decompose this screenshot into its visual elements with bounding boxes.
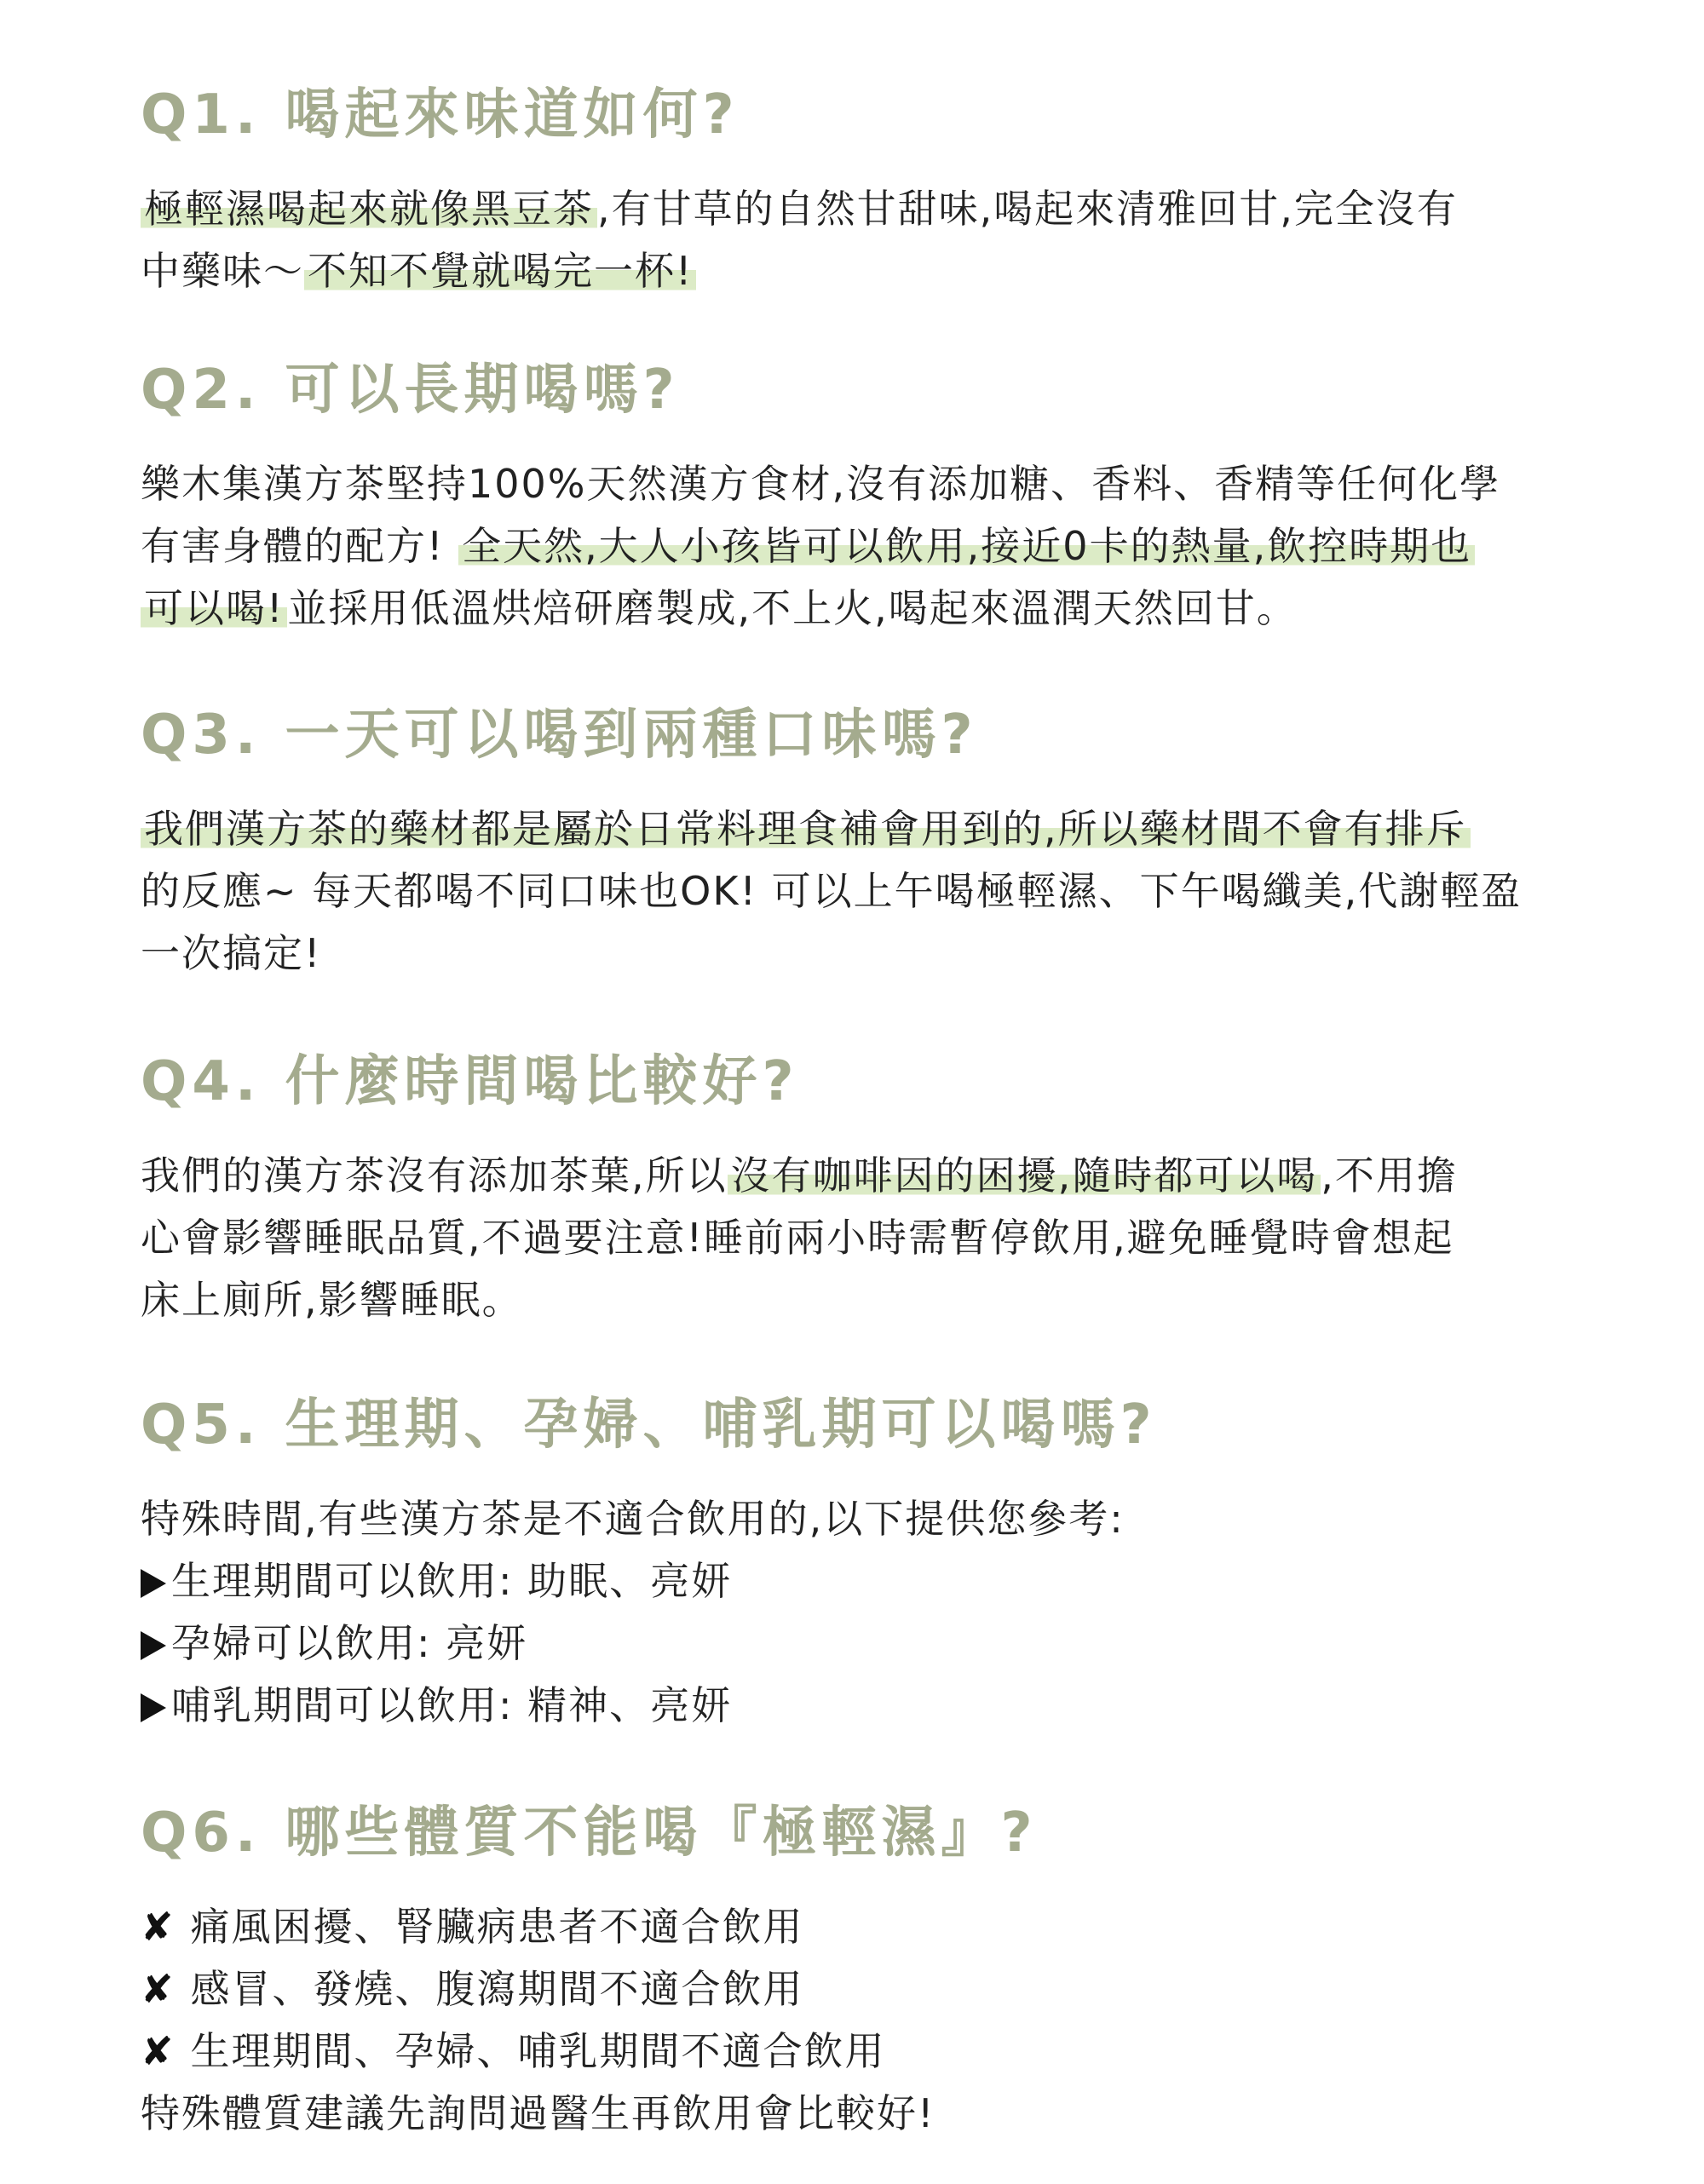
list-item-text: 痛風困擾、腎臟病患者不適合飲用 <box>190 1904 804 1950</box>
answer-line <box>141 1269 1572 1331</box>
question-title: Q5. 生理期、孕婦、哺乳期可以喝嗎? <box>141 1394 1157 1457</box>
faq-item-q1 <box>141 81 1572 302</box>
highlighted-text: 沒有咖啡因的困擾,隨時都可以喝 <box>728 1152 1321 1198</box>
answer-line <box>141 1207 1572 1269</box>
answer-text-segment: 有害身體的配方! <box>141 523 459 569</box>
answer-line <box>141 178 1572 240</box>
answer-line <box>141 860 1572 922</box>
answer-intro: 特殊時間,有些漢方茶是不適合飲用的,以下提供您參考: <box>141 1496 1125 1542</box>
answer-text-segment: 中藥味～ <box>141 248 304 294</box>
answer-line <box>141 798 1572 860</box>
answer-text <box>141 178 1572 302</box>
faq-item-q4 <box>141 1048 1572 1331</box>
faq-item-q2 <box>141 356 1572 640</box>
answer-text <box>141 1145 1572 1331</box>
answer-line <box>141 1488 1572 1550</box>
highlighted-text: 可以喝! <box>141 585 287 631</box>
question-title: Q1. 喝起來味道如何? <box>141 83 740 147</box>
answer-text-segment: ,有甘草的自然甘甜味,喝起來清雅回甘,完全沒有 <box>597 186 1458 232</box>
highlighted-text: 不知不覺就喝完一杯! <box>304 248 696 294</box>
answer-text <box>141 798 1572 985</box>
triangle-bullet-icon <box>141 1631 166 1660</box>
faq-item-q3 <box>141 701 1572 985</box>
answer-text <box>141 1488 1572 1737</box>
list-item-text: 孕婦可以飲用: 亮妍 <box>171 1620 528 1666</box>
answer-text-segment: 床上廁所,影響睡眠。 <box>141 1277 523 1323</box>
answer-text-segment: 一次搞定! <box>141 930 322 976</box>
list-item-text: 生理期間可以飲用: 助眠、亮妍 <box>171 1558 733 1604</box>
question-title: Q2. 可以長期喝嗎? <box>141 359 680 422</box>
answer-text <box>141 453 1572 640</box>
cross-mark-icon: ✘ <box>141 1966 176 2012</box>
cross-mark-icon: ✘ <box>141 1904 176 1950</box>
list-item-text: 感冒、發燒、腹瀉期間不適合飲用 <box>190 1966 804 2012</box>
answer-text-segment: 心會影響睡眠品質,不過要注意!睡前兩小時需暫停飲用,避免睡覺時會想起 <box>141 1215 1454 1261</box>
list-item <box>141 1958 1572 2020</box>
list-item <box>141 1896 1572 1958</box>
answer-text-segment: 我們的漢方茶沒有添加茶葉,所以 <box>141 1152 728 1198</box>
list-item <box>141 1612 1572 1675</box>
list-item-text: 生理期間、孕婦、哺乳期間不適合飲用 <box>190 2028 886 2074</box>
answer-text-segment: 樂木集漢方茶堅持100%天然漢方食材,沒有添加糖、香料、香精等任何化學 <box>141 461 1501 507</box>
faq-item-q6 <box>141 1799 1572 2145</box>
answer-line <box>141 1145 1572 1207</box>
answer-line <box>141 453 1572 515</box>
triangle-bullet-icon <box>141 1569 166 1598</box>
answer-text-segment: ,不用擔 <box>1321 1152 1458 1198</box>
faq-item-q5 <box>141 1391 1572 1737</box>
answer-text-segment: 的反應~ 每天都喝不同口味也OK! 可以上午喝極輕濕、下午喝纖美,代謝輕盈 <box>141 868 1523 914</box>
answer-line <box>141 922 1572 985</box>
answer-text <box>141 1896 1572 2145</box>
question-title: Q4. 什麼時間喝比較好? <box>141 1050 799 1113</box>
list-item <box>141 2020 1572 2083</box>
question-title: Q6. 哪些體質不能喝『極輕濕』? <box>141 1802 1038 1865</box>
answer-line <box>141 240 1572 302</box>
question-title: Q3. 一天可以喝到兩種口味嗎? <box>141 704 978 767</box>
answer-outro: 特殊體質建議先詢問過醫生再飲用會比較好! <box>141 2090 935 2136</box>
highlighted-text: 我們漢方茶的藥材都是屬於日常料理食補會用到的,所以藥材間不會有排斥 <box>141 806 1471 852</box>
highlighted-text: 全天然,大人小孩皆可以飲用,接近0卡的熱量,飲控時期也 <box>458 523 1475 569</box>
list-item <box>141 1550 1572 1612</box>
triangle-bullet-icon <box>141 1693 166 1722</box>
highlighted-text: 極輕濕喝起來就像黑豆茶 <box>141 186 597 232</box>
cross-mark-icon: ✘ <box>141 2028 176 2074</box>
answer-line <box>141 515 1572 578</box>
answer-line <box>141 578 1572 640</box>
list-item <box>141 1675 1572 1737</box>
answer-text-segment: 並採用低溫烘焙研磨製成,不上火,喝起來溫潤天然回甘。 <box>287 585 1298 631</box>
list-item-text: 哺乳期間可以飲用: 精神、亮妍 <box>171 1682 733 1728</box>
